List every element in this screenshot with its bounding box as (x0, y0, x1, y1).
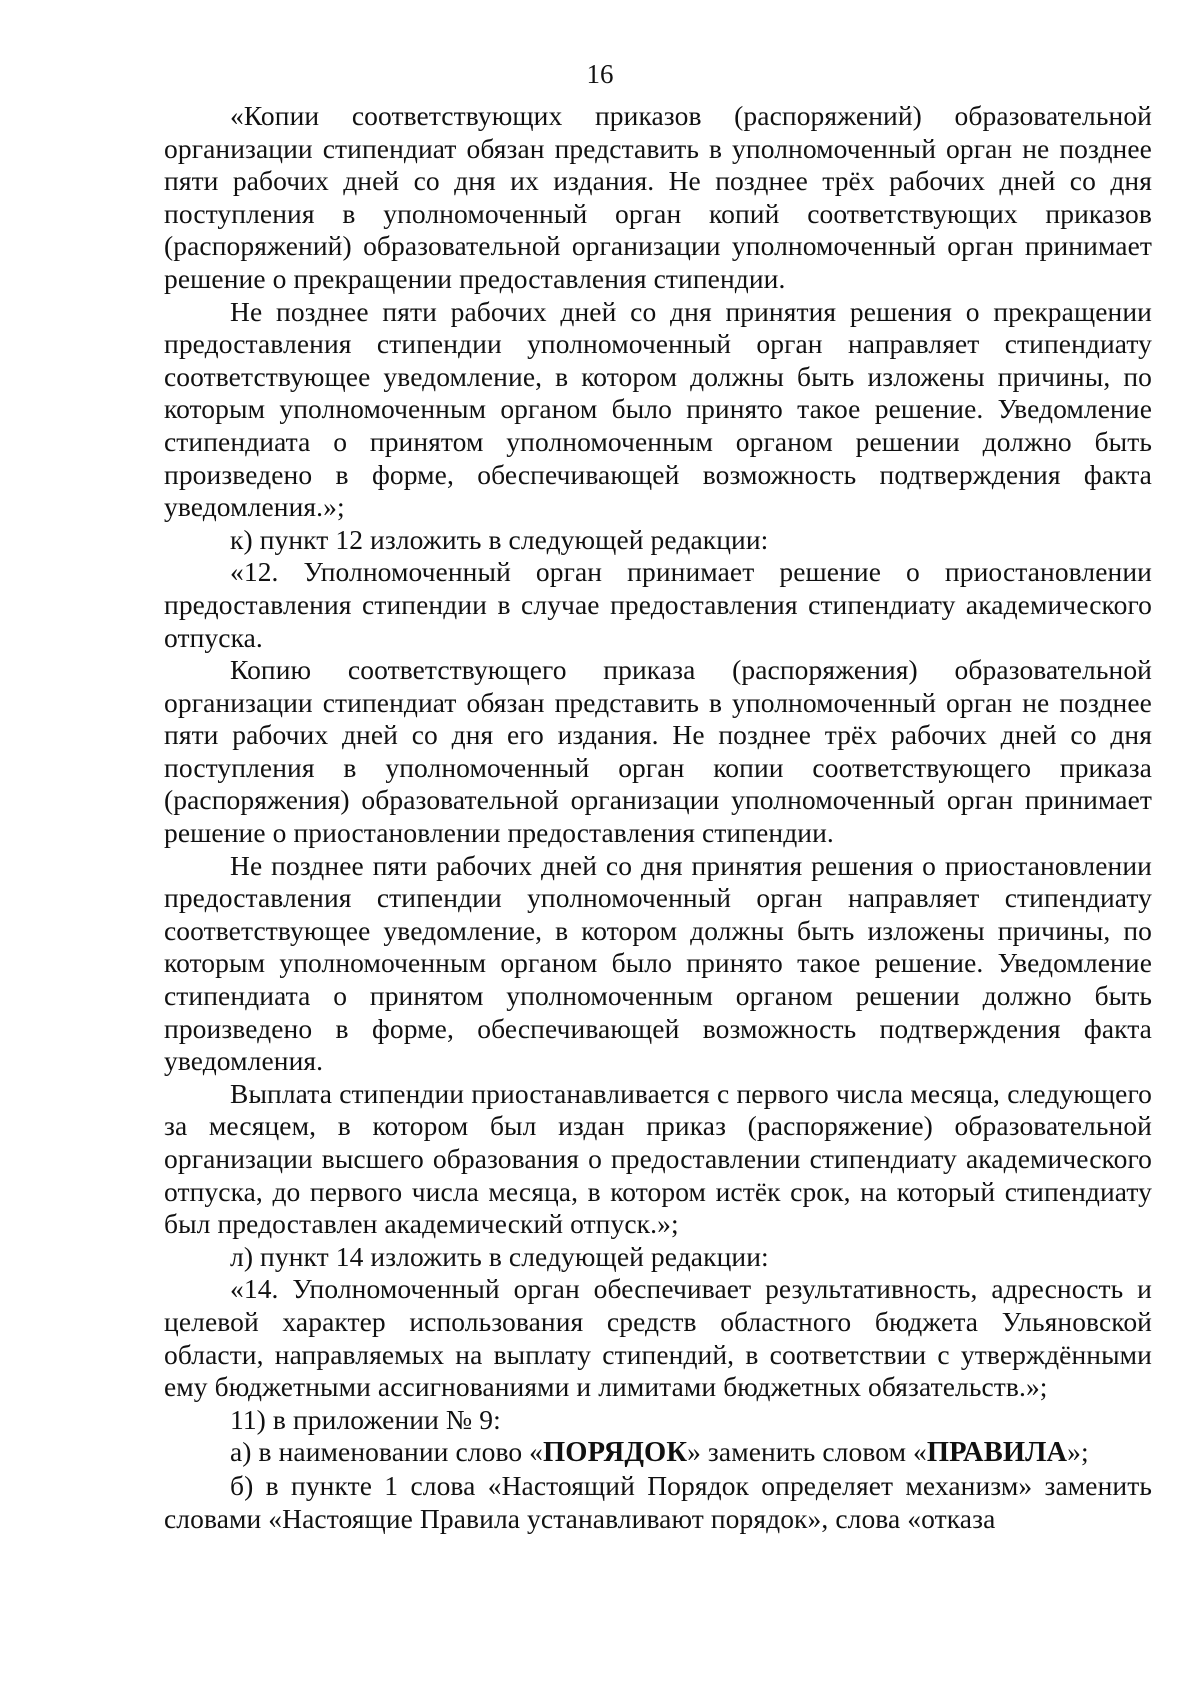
paragraph: «Копии соответствующих приказов (распоряжений) образовательной организации стипендиат обязан представить в уполномоченный орган не позднее пяти рабочих дней со дня их издания. Не позднее трёх рабочих дней со дня поступления в уполномоченный орган копий соответствующих приказов (распоряжений) образовательной организации уполномоченный орган принимает решение о прекращении предоставления стипендии. (164, 100, 1152, 294)
last-paragraph: б) в пункте 1 слова «Настоящий Порядок определяет механизм» заменить словами «Настоящие Правила устанавливают порядок», слова «отказа (164, 1469, 1152, 1534)
paragraph: к) пункт 12 изложить в следующей редакции: (230, 523, 769, 555)
paragraph: л) пункт 14 изложить в следующей редакции: (230, 1240, 769, 1272)
paragraph: Не позднее пяти рабочих дней со дня принятия решения о прекращении предоставления стипендии уполномоченный орган направляет стипендиату соответствующее уведомление, в котором должны быть изложены причины, по которым уполномоченным органом было принято такое решение. Уведомление стипендиата о принятом уполномоченным органом решении должно быть произведено в форме, обеспечивающей возможность подтверждения факта уведомления.»; (164, 295, 1152, 523)
replace-middle: » заменить словом « (687, 1436, 927, 1468)
paragraph: Выплата стипендии приостанавливается с первого числа месяца, следующего за месяцем, в котором был издан приказ (распоряжение) образовательной организации высшего образования о предоставлении стипендиату академического отпуска, до первого числа месяца, в котором истёк срок, на который стипендиату был предоставлен академический отпуск.»; (164, 1077, 1152, 1240)
replace-word-paragraph (164, 1436, 1152, 1470)
paragraph: 11) в приложении № 9: (230, 1403, 501, 1435)
replace-suffix: »; (1067, 1436, 1089, 1468)
new-word: ПРАВИЛА (926, 1437, 1068, 1469)
paragraph: «14. Уполномоченный орган обеспечивает результативность, адресность и целевой характер использования средств областного бюджета Ульяновской области, направляемых на выплату стипендий, в соответствии с утверждёнными ему бюджетными ассигнованиями и лимитами бюджетных обязательств.»; (164, 1273, 1152, 1403)
page-number: 16 (586, 59, 614, 89)
replace-prefix: а) в наименовании слово « (230, 1436, 544, 1468)
paragraph: Не позднее пяти рабочих дней со дня принятия решения о приостановлении предоставления стипендии уполномоченный орган направляет стипендиату соответствующее уведомление, в котором должны быть изложены причины, по которым уполномоченным органом было принято такое решение. Уведомление стипендиата о принятом уполномоченным органом решении должно быть произведено в форме, обеспечивающей возможность подтверждения факта уведомления. (164, 849, 1152, 1077)
paragraph: Копию соответствующего приказа (распоряжения) образовательной организации стипендиат обязан представить в уполномоченный орган не позднее пяти рабочих дней со дня его издания. Не позднее трёх рабочих дней со дня поступления в уполномоченный орган копии соответствующего приказа (распоряжения) образовательной организации уполномоченный орган принимает решение о приостановлении предоставления стипендии. (164, 654, 1152, 849)
document-body (164, 100, 1152, 1535)
old-word: ПОРЯДОК (543, 1437, 688, 1469)
paragraph: «12. Уполномоченный орган принимает решение о приостановлении предоставления стипендии в случае предоставления стипендиату академического отпуска. (164, 556, 1152, 653)
